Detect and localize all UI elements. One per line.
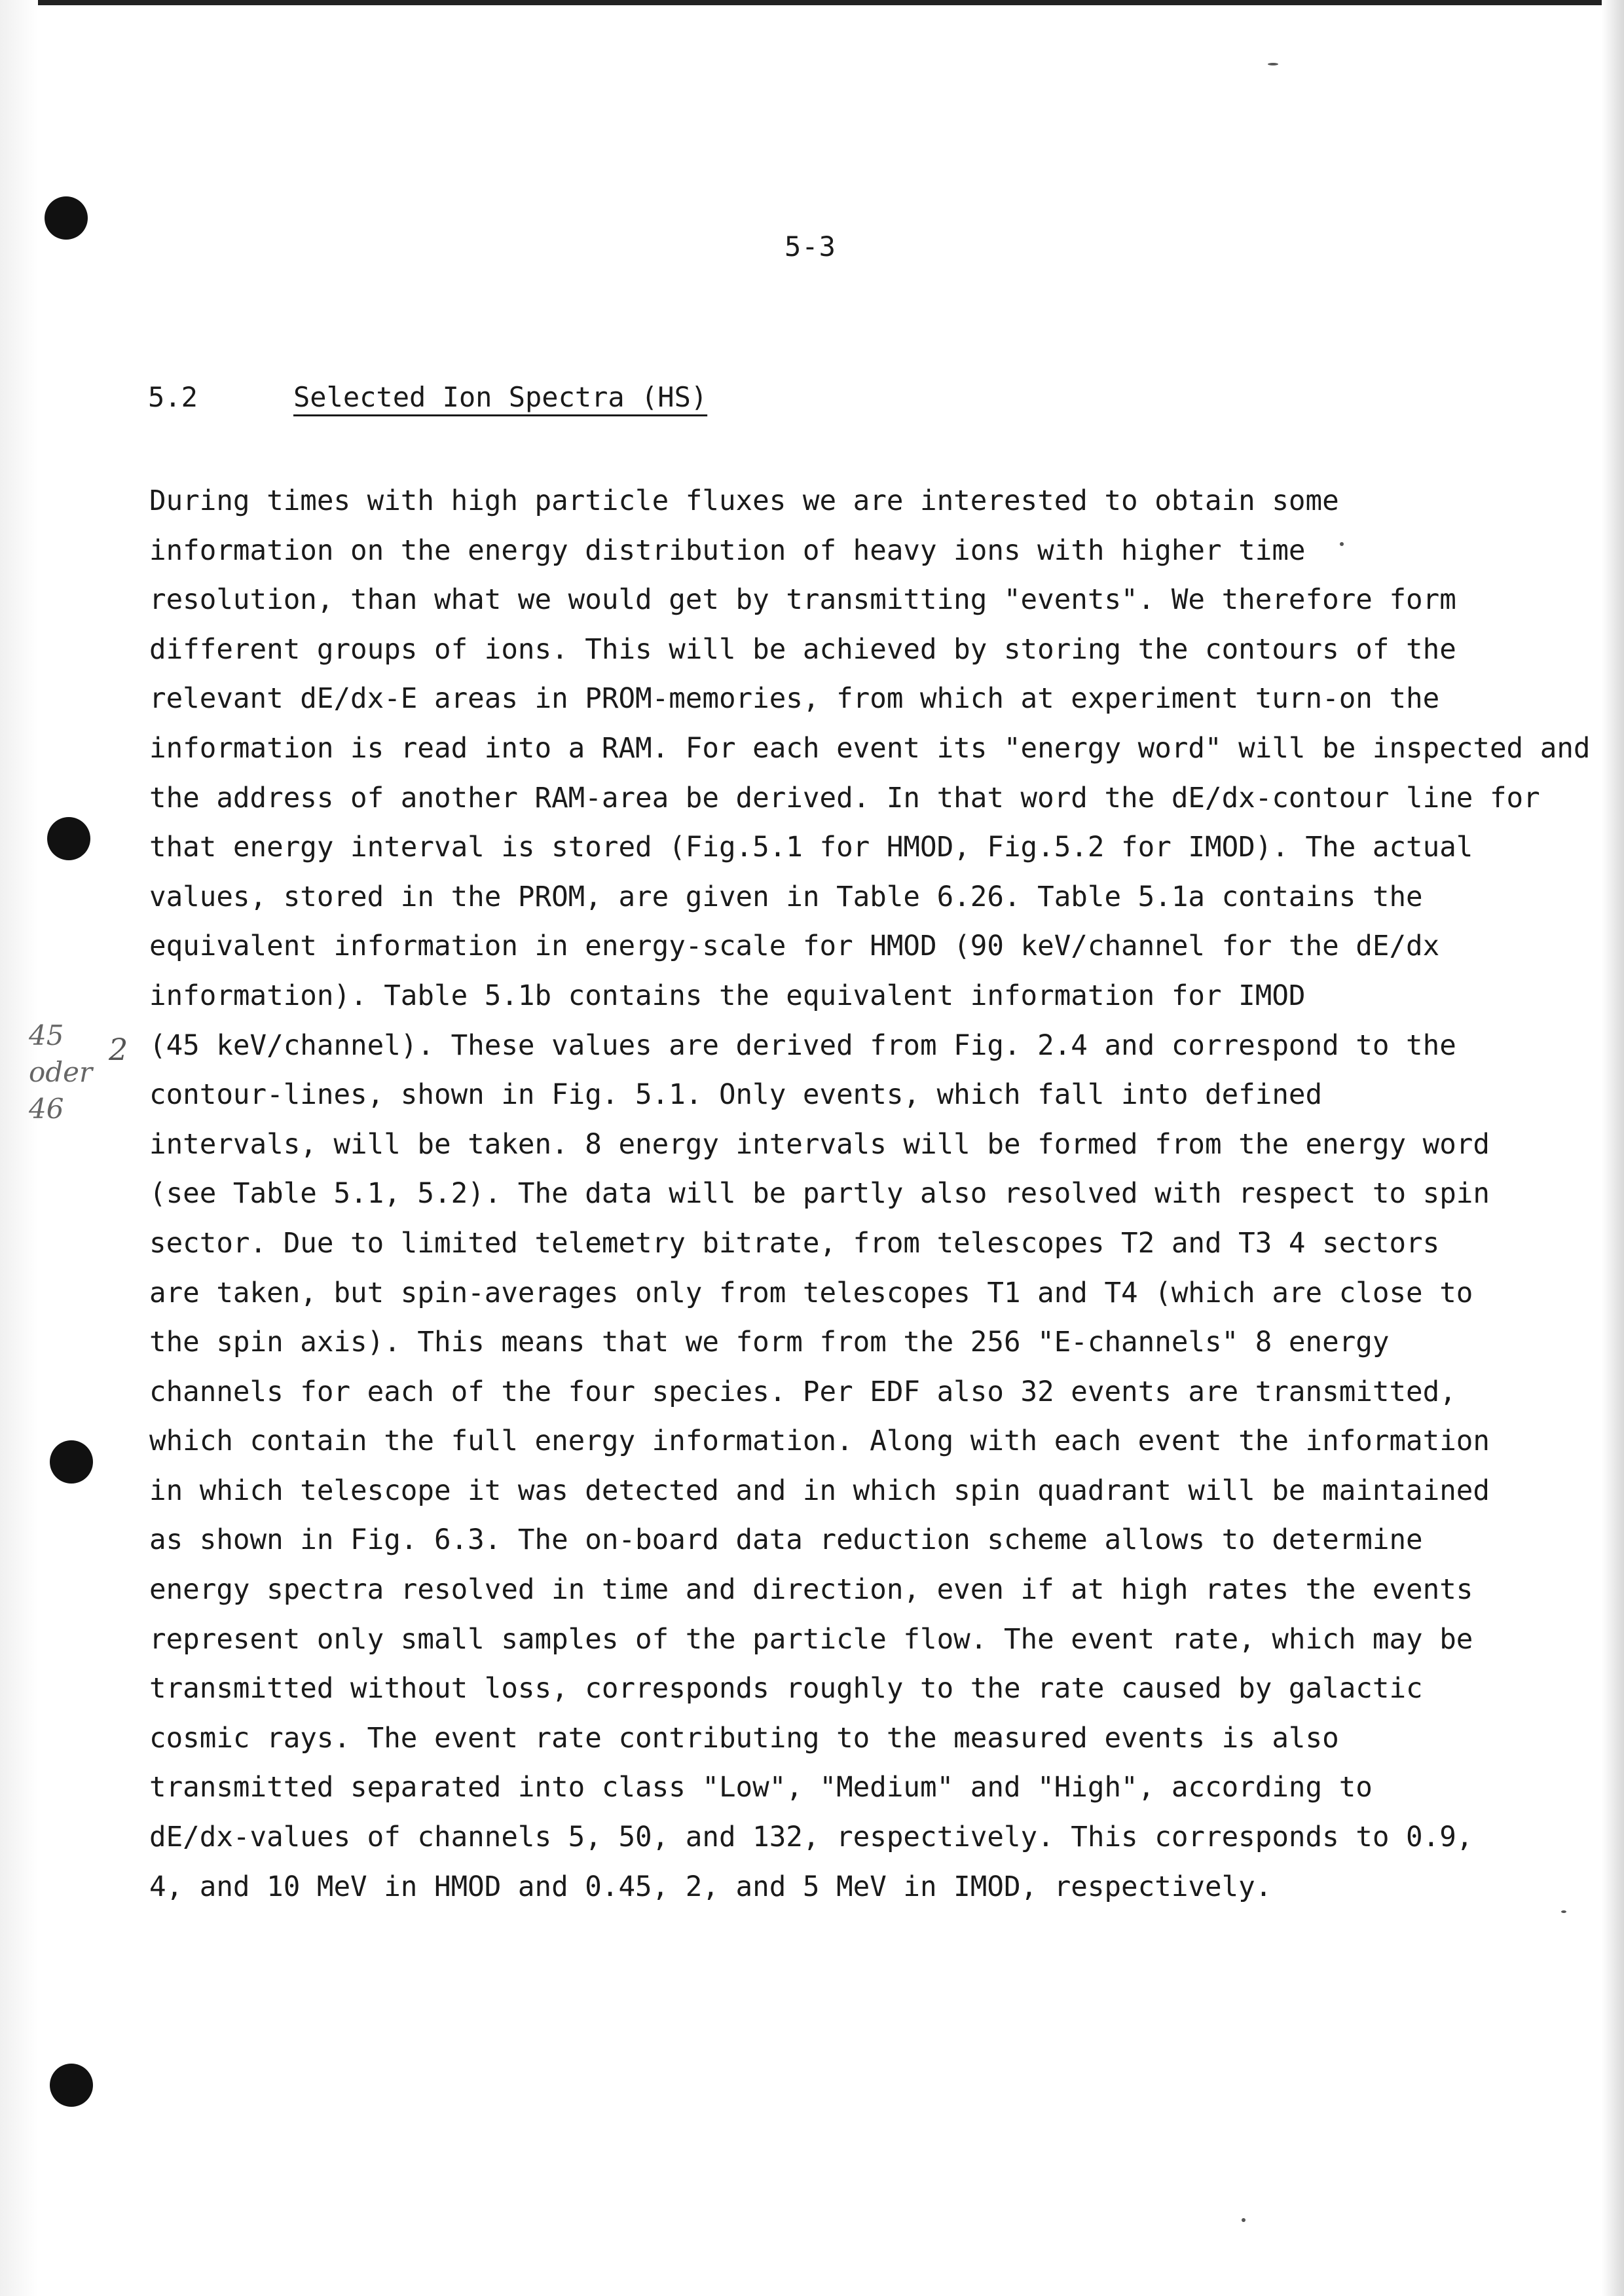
paragraph-line: (45 keV/channel). These values are derived from Fig. 2.4 and correspond to the: [149, 1029, 1456, 1062]
paragraph-line: as shown in Fig. 6.3. The on-board data reduction scheme allows to determine: [149, 1524, 1423, 1557]
section-title: Selected Ion Spectra (HS): [293, 381, 708, 413]
paragraph-line: that energy interval is stored (Fig.5.1 for HMOD, Fig.5.2 for IMOD). The actual: [149, 831, 1473, 864]
handwritten-margin-mark: 2: [109, 1032, 128, 1067]
paragraph-line: information on the energy distribution of heavy ions with higher time: [149, 534, 1306, 567]
punch-hole-icon: [45, 196, 88, 240]
scan-speck: [1242, 2218, 1246, 2222]
paragraph-line: sector. Due to limited telemetry bitrate, from telescopes T2 and T3 4 sectors: [149, 1227, 1440, 1260]
paragraph-line: cosmic rays. The event rate contributing to the measured events is also: [149, 1722, 1339, 1755]
margin-note-line: oder: [29, 1056, 93, 1088]
punch-hole-icon: [47, 817, 90, 860]
paragraph-line: are taken, but spin-averages only from telescopes T1 and T4 (which are close to: [149, 1277, 1473, 1309]
paragraph-line: different groups of ions. This will be achieved by storing the contours of the: [149, 633, 1456, 666]
paragraph-line: in which telescope it was detected and in which spin quadrant will be maintained: [149, 1474, 1490, 1507]
paragraph-line: equivalent information in energy-scale for HMOD (90 keV/channel for the dE/dx: [149, 930, 1440, 963]
punch-hole-icon: [50, 2064, 93, 2107]
paragraph-line: which contain the full energy information. Along with each event the information: [149, 1425, 1490, 1458]
paragraph-line: information). Table 5.1b contains the equivalent information for IMOD: [149, 979, 1306, 1012]
paragraph-line: the spin axis). This means that we form from the 256 "E-channels" 8 energy: [149, 1326, 1390, 1359]
paragraph-line: dE/dx-values of channels 5, 50, and 132, respectively. This corresponds to 0.9,: [149, 1821, 1473, 1854]
paragraph-line: (see Table 5.1, 5.2). The data will be partly also resolved with respect to spin: [149, 1178, 1490, 1211]
paragraph-line: information is read into a RAM. For each event its "energy word" will be inspected and: [149, 732, 1591, 765]
paragraph-line: energy spectra resolved in time and direction, even if at high rates the events: [149, 1574, 1473, 1607]
section-number: 5.2: [148, 381, 198, 413]
scan-edge-left: [0, 0, 38, 2296]
paragraph-line: channels for each of the four species. Per EDF also 32 events are transmitted,: [149, 1376, 1456, 1408]
margin-note-line: 46: [29, 1093, 64, 1125]
paragraph-line: the address of another RAM-area be derived. In that word the dE/dx-contour line for: [149, 782, 1540, 814]
paragraph-line: contour-lines, shown in Fig. 5.1. Only events, which fall into defined: [149, 1079, 1323, 1112]
paragraph-line: values, stored in the PROM, are given in Table 6.26. Table 5.1a contains the: [149, 881, 1423, 913]
punch-hole-icon: [50, 1440, 93, 1484]
paragraph-line: transmitted without loss, corresponds roughly to the rate caused by galactic: [149, 1673, 1423, 1705]
paragraph-line: intervals, will be taken. 8 energy intervals will be formed from the energy word: [149, 1128, 1490, 1161]
scan-speck: [1268, 63, 1278, 65]
body-paragraph: [149, 477, 1590, 1912]
paragraph-line: transmitted separated into class "Low", "Medium" and "High", according to: [149, 1772, 1373, 1804]
paragraph-line: During times with high particle fluxes we are interested to obtain some: [149, 485, 1339, 517]
paragraph-line: represent only small samples of the particle flow. The event rate, which may be: [149, 1623, 1473, 1656]
page-number: 5-3: [784, 230, 836, 263]
margin-note-line: 45: [29, 1019, 64, 1051]
paragraph-line: resolution, than what we would get by transmitting "events". We therefore form: [149, 584, 1456, 617]
scan-edge-right: [1602, 0, 1624, 2296]
scan-edge-top: [0, 0, 1624, 5]
paragraph-line: relevant dE/dx-E areas in PROM-memories, from which at experiment turn-on the: [149, 683, 1440, 716]
paragraph-line: 4, and 10 MeV in HMOD and 0.45, 2, and 5 MeV in IMOD, respectively.: [149, 1870, 1272, 1903]
